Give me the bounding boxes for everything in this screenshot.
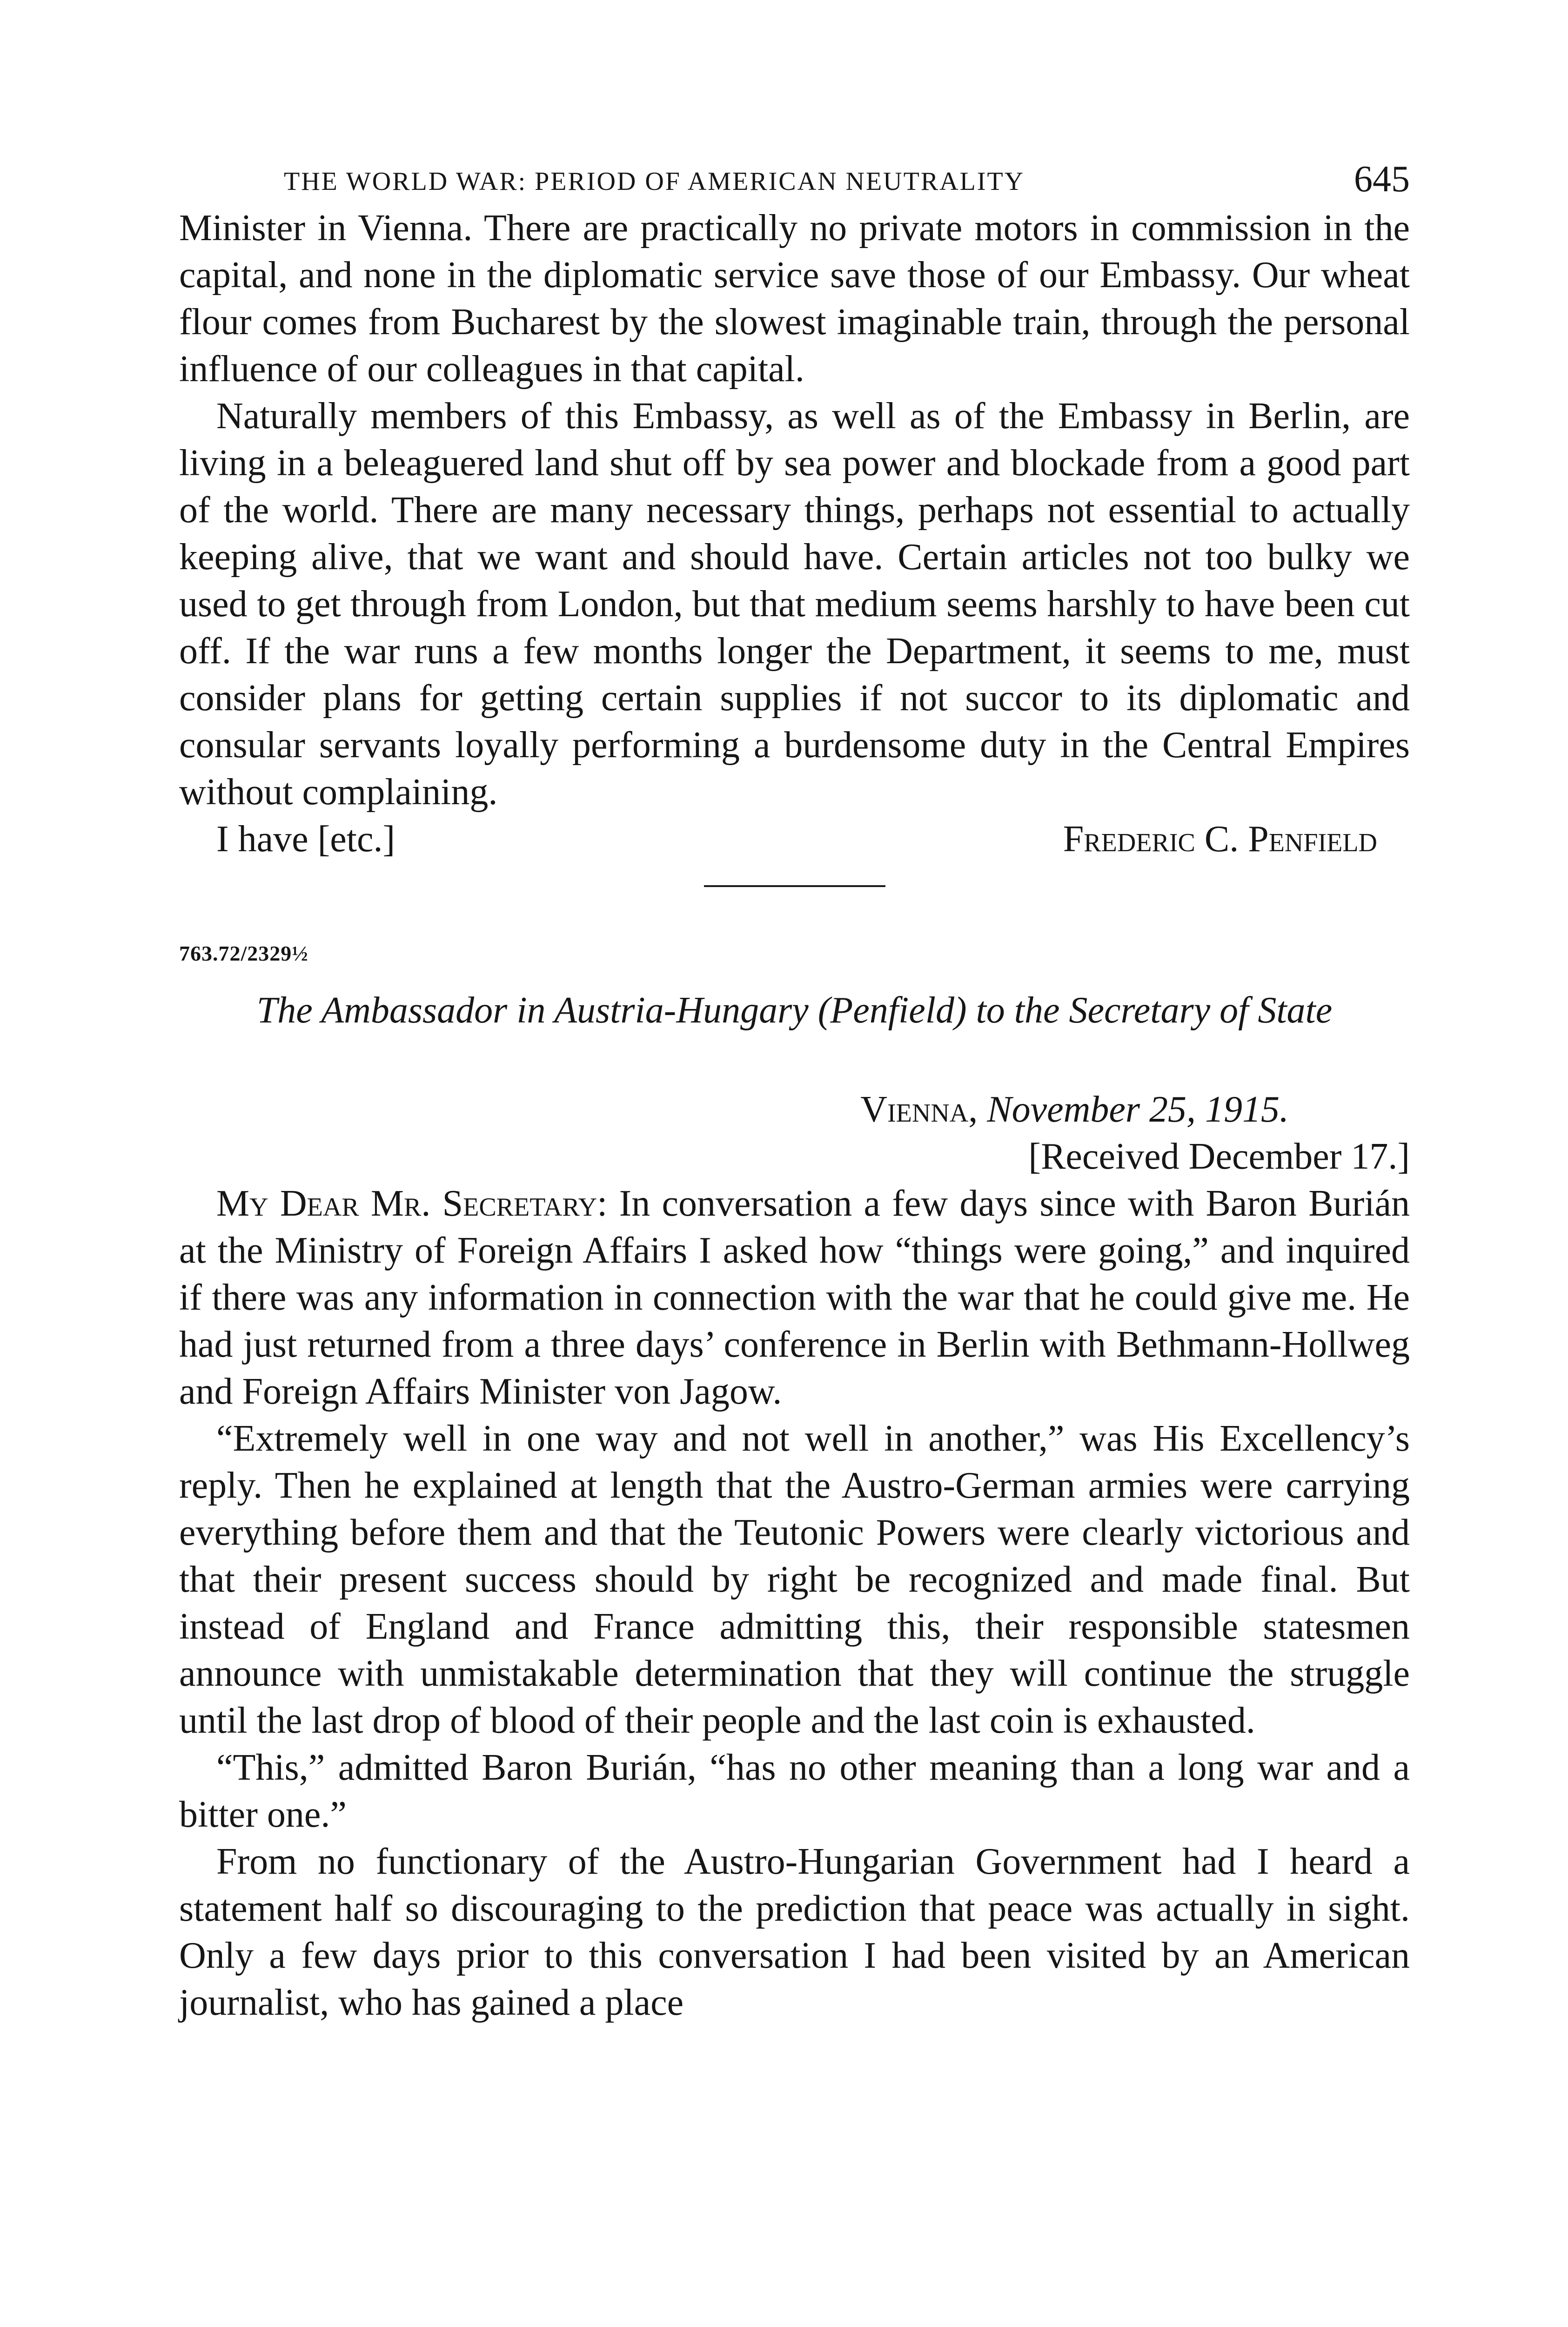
running-header — [179, 154, 1410, 205]
running-title: THE WORLD WAR: PERIOD OF AMERICAN NEUTRALITY — [284, 167, 1025, 196]
letter-salutation: My Dear Mr. Secretary: — [216, 1183, 608, 1224]
received-note: [Received December 17.] — [1028, 1136, 1410, 1177]
dateline — [179, 1086, 1410, 1133]
closing-salutation: I have [etc.] — [216, 819, 395, 860]
paragraph-conversation-text: In conversation a few days since with Baron Burián at the Ministry of Foreign Affairs I asked how “things were going,” and inquired if there was any information in connection with the war that he could give me. He had just returned from a three days’ conference in Berlin with Bethmann-Hollweg and Foreign Affairs Minister von Jagow. — [179, 1183, 1410, 1412]
paragraph-conversation — [179, 1180, 1410, 1415]
paragraph-blockade: Naturally members of this Embassy, as well as of the Embassy in Berlin, are living in a beleaguered land shut off by sea power and blockade from a good part of the world. There are many necessary things, perhaps not essential to actually keeping alive, that we want and should have. Certain articles not too bulky we used to get through from London, but that medium seems harshly to have been cut off. If the war runs a few months longer the Department, it seems to me, must consider plans for getting certain supplies if not succor to its diplomatic and consular servants loyally performing a burdensome duty in the Central Empires without complaining. — [179, 396, 1410, 813]
paragraph-continued: Minister in Vienna. There are practically no private motors in commission in the capital, and none in the diplomatic service save those of our Embassy. Our wheat flour comes from Bucharest by the slowest imaginable train, through the personal influence of our colleagues in that capital. — [179, 208, 1410, 390]
paragraph-functionary: From no functionary of the Austro-Hungarian Government had I heard a statement half so discouraging to the prediction that peace was actually in sight. Only a few days prior to this conversation I had been visited by an American journalist, who has gained a place — [179, 1841, 1410, 2023]
place: Vienna, — [860, 1089, 978, 1130]
paragraph-reply: “Extremely well in one way and not well in another,” was His Excellency’s reply. Then he explained at length that the Austro-German armies were carrying everything before them and that the Teutonic Powers were clearly victorious and that their present success should by right be recognized and made final. But instead of England and France admitting this, their responsible statesmen announce with unmistakable determination that they will continue the struggle until the last drop of blood of their people and the last coin is exhausted. — [179, 1418, 1410, 1741]
document-heading: The Ambassador in Austria-Hungary (Penfield) to the Secretary of State — [256, 990, 1333, 1031]
document-page — [179, 154, 1410, 2026]
section-divider — [704, 885, 885, 887]
closing-line — [179, 816, 1410, 863]
date: November 25, 1915. — [987, 1089, 1289, 1130]
file-number: 763.72/2329½ — [179, 942, 308, 965]
paragraph-burian: “This,” admitted Baron Burián, “has no other meaning than a long war and a bitter one.” — [179, 1747, 1410, 1835]
page-number: 645 — [1354, 159, 1410, 200]
signature: Frederic C. Penfield — [1063, 819, 1377, 860]
